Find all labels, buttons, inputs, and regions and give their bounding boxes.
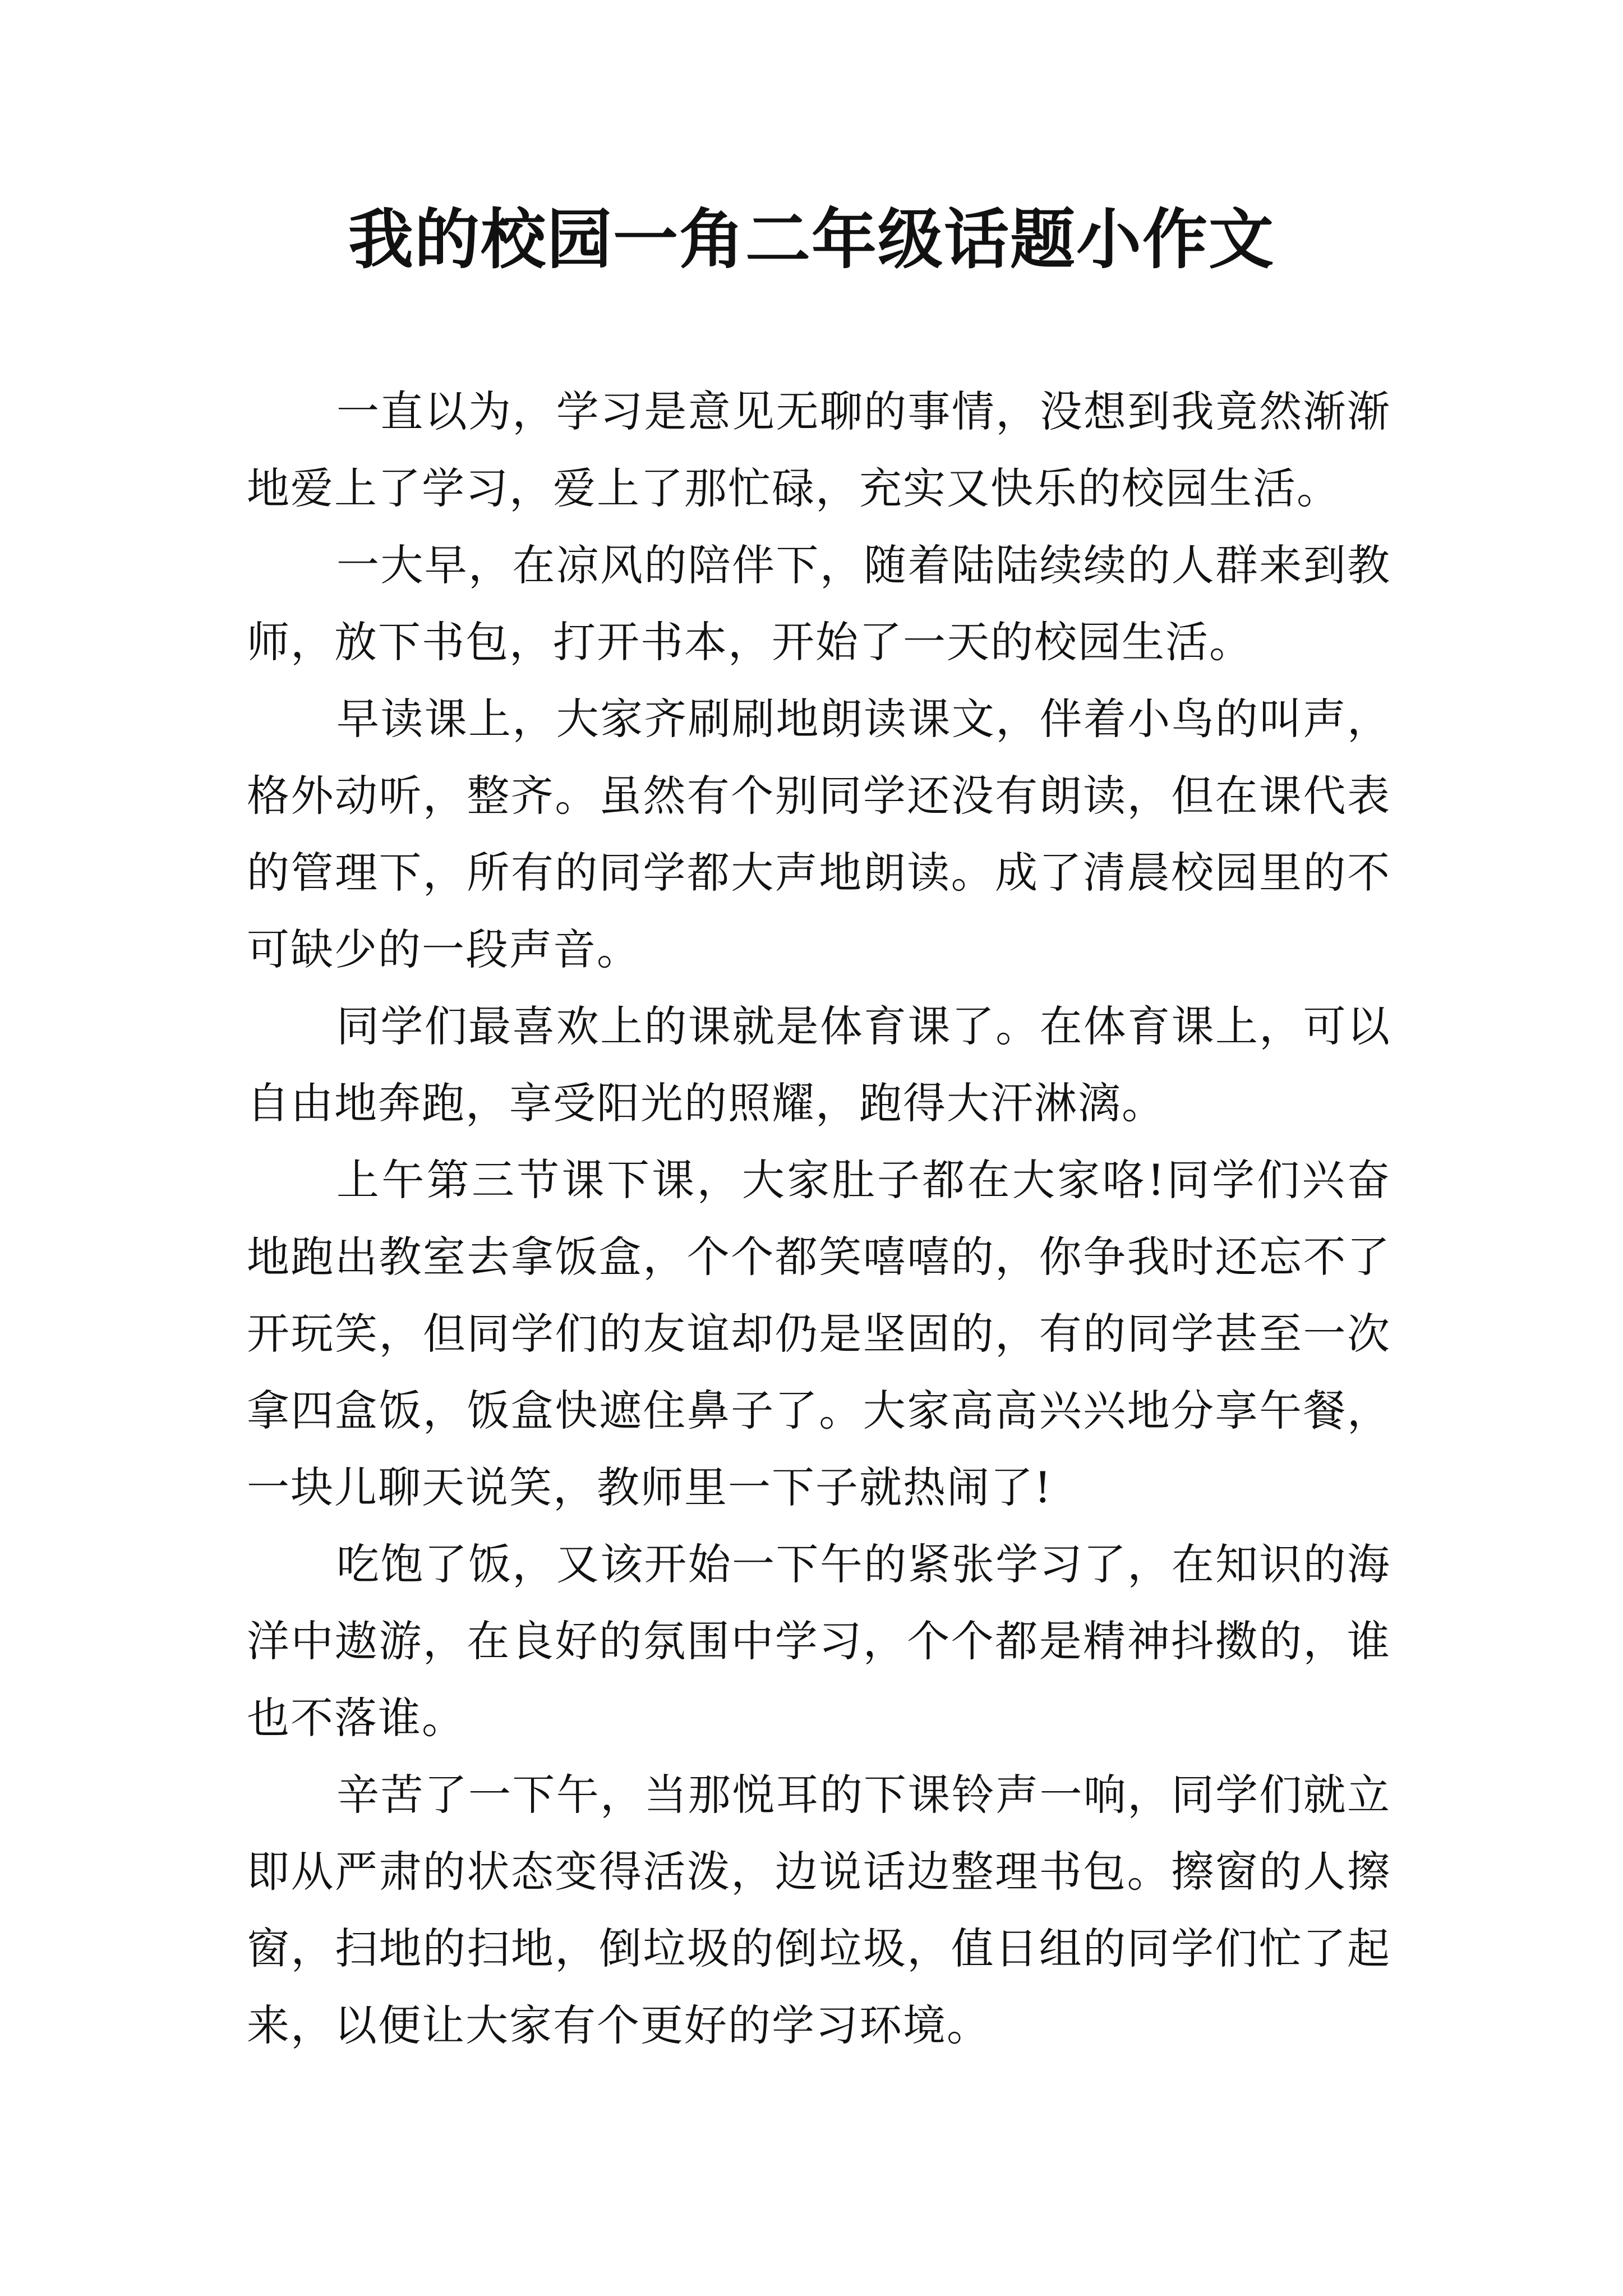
- paragraph: 早读课上，大家齐刷刷地朗读课文，伴着小鸟的叫声，格外动听，整齐。虽然有个别同学还没有朗读，但在课代表的管理下，所有的同学都大声地朗读。成了清晨校园里的不可缺少的一段声音。: [247, 694, 1391, 974]
- paragraph: 同学们最喜欢上的课就是体育课了。在体育课上，可以自由地奔跑，享受阳光的照耀，跑得大汗淋漓。: [247, 1001, 1391, 1128]
- paragraph: 吃饱了饭，又该开始一下午的紧张学习了，在知识的海洋中遨游，在良好的氛围中学习，个个都是精神抖擞的，谁也不落谁。: [247, 1539, 1391, 1743]
- paragraph: 一大早，在凉风的陪伴下，随着陆陆续续的人群来到教师，放下书包，打开书本，开始了一天的校园生活。: [247, 540, 1391, 667]
- paragraph: 辛苦了一下午，当那悦耳的下课铃声一响，同学们就立即从严肃的状态变得活泼，边说话边整理书包。擦窗的人擦窗，扫地的扫地，倒垃圾的倒垃圾，值日组的同学们忙了起来，以便让大家有个更好的学习环境。: [247, 1770, 1391, 2050]
- document-body: [247, 373, 1391, 2064]
- paragraph: 一直以为，学习是意见无聊的事情，没想到我竟然渐渐地爱上了学习，爱上了那忙碌，充实又快乐的校园生活。: [247, 386, 1391, 513]
- document-title: 我的校园一角二年级话题小作文: [348, 201, 1275, 278]
- paragraph: 上午第三节课下课，大家肚子都在大家咯!同学们兴奋地跑出教室去拿饭盒，个个都笑嘻嘻的，你争我时还忘不了开玩笑，但同学们的友谊却仍是坚固的，有的同学甚至一次拿四盒饭，饭盒快遮住鼻子了。大家高高兴兴地分享午餐，一块儿聊天说笑，教师里一下子就热闹了!: [247, 1155, 1391, 1512]
